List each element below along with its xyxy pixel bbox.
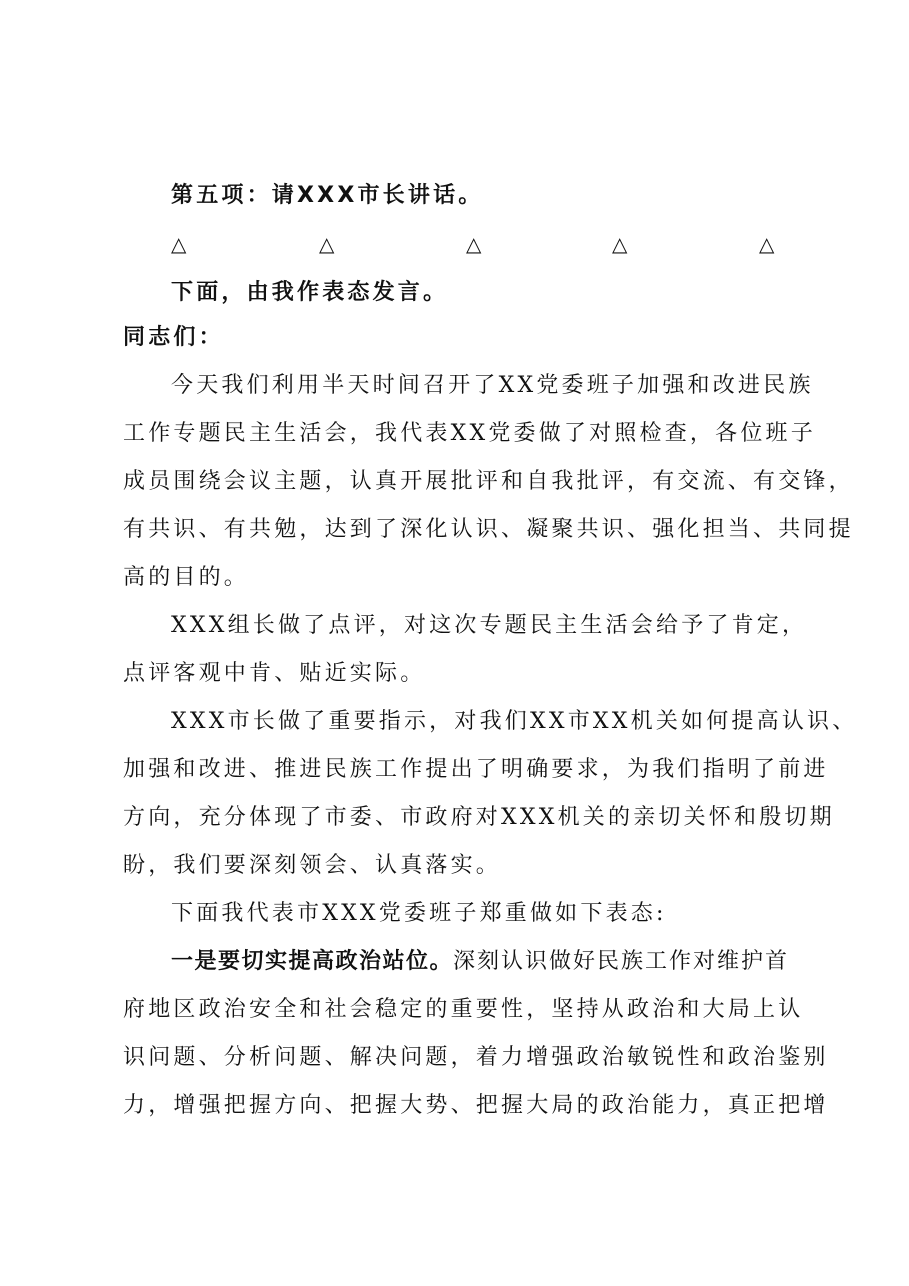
triangle-icon: △ bbox=[171, 232, 187, 256]
paragraph-4-line: 下面我代表市XXX党委班子郑重做如下表态: bbox=[171, 901, 667, 926]
paragraph-3-line: 加强和改进、推进民族工作提出了明确要求，为我们指明了前进 bbox=[123, 757, 829, 782]
paragraph-3-line: XXX市长做了重要指示，对我们XX市XX机关如何提高认识、 bbox=[171, 709, 858, 734]
triangle-icon: △ bbox=[319, 232, 335, 256]
intro-line: 下面，由我作表态发言。 bbox=[171, 280, 449, 305]
paragraph-5-first-line bbox=[171, 947, 789, 977]
paragraph-5-line: 识问题、分析问题、解决问题，着力增强政治敏锐性和政治鉴别 bbox=[123, 1045, 829, 1070]
triangle-icon: △ bbox=[612, 232, 628, 256]
paragraph-1-line: 有共识、有共勉，达到了深化认识、凝聚共识、强化担当、共同提 bbox=[123, 517, 854, 542]
paragraph-5-line: 力，增强把握方向、把握大势、把握大局的政治能力，真正把增 bbox=[123, 1093, 829, 1118]
paragraph-2-line: 点评客观中肯、贴近实际。 bbox=[123, 661, 426, 686]
triangle-separator-row bbox=[171, 229, 791, 259]
paragraph-2-line: XXX组长做了点评，对这次专题民主生活会给予了肯定， bbox=[171, 613, 808, 638]
paragraph-5-line: 府地区政治安全和社会稳定的重要性，坚持从政治和大局上认 bbox=[123, 997, 804, 1022]
agenda-item-5: 第五项：请XXX市长讲话。 bbox=[171, 183, 484, 208]
paragraph-1-line: 高的目的。 bbox=[123, 565, 250, 590]
paragraph-1-line: 今天我们利用半天时间召开了XX党委班子加强和改进民族 bbox=[171, 373, 814, 398]
triangle-icon: △ bbox=[759, 232, 775, 256]
paragraph-1-line: 工作专题民主生活会，我代表XX党委做了对照检查，各位班子 bbox=[123, 421, 816, 446]
paragraph-3-line: 方向，充分体现了市委、市政府对XXX机关的亲切关怀和殷切期 bbox=[123, 805, 835, 830]
paragraph-5-lead: 一是要切实提高政治站位。 bbox=[171, 949, 454, 974]
paragraph-1-line: 成员围绕会议主题，认真开展批评和自我批评，有交流、有交锋， bbox=[123, 469, 854, 494]
paragraph-5-line: 深刻认识做好民族工作对维护首 bbox=[453, 949, 790, 974]
triangle-icon: △ bbox=[466, 232, 482, 256]
paragraph-3-line: 盼，我们要深刻领会、认真落实。 bbox=[123, 853, 502, 878]
salutation: 同志们： bbox=[123, 325, 224, 350]
